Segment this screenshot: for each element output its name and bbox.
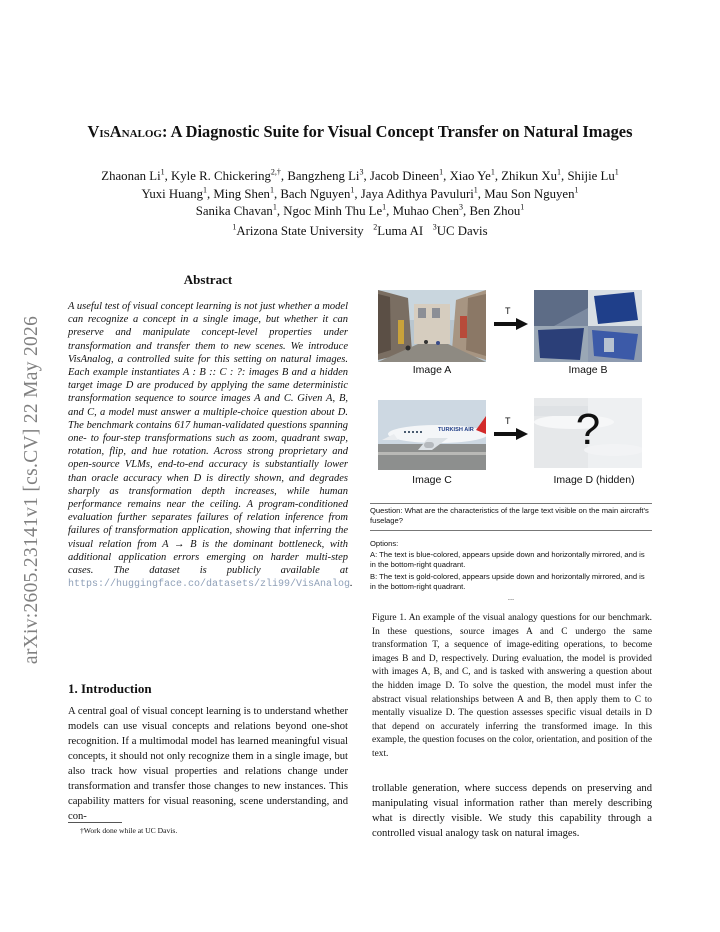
option-b: B: The text is gold-colored, appears upside down and horizontally mirrored, and is in the bottom-right quadrant.: [370, 572, 645, 592]
title-name: VisAnalog: [87, 122, 162, 141]
author-affil-mark: 2,†: [270, 167, 281, 177]
footnote-rule: [68, 822, 122, 823]
label-image-d: Image D (hidden): [553, 474, 635, 486]
image-c-aircraft: [378, 400, 486, 470]
plane-livery-text: TURKISH AIR: [438, 427, 474, 433]
paper-title: [60, 122, 660, 142]
transform-label-bottom: T: [505, 416, 511, 426]
author-affil-mark: 1: [350, 185, 355, 195]
options-ellipsis: ...: [507, 593, 515, 602]
affil-mark: 2: [373, 222, 378, 232]
arxiv-stamp: arXiv:2605.23141v1 [cs.CV] 22 May 2026: [21, 315, 42, 665]
label-image-a: Image A: [412, 364, 452, 376]
question-text: Question: What are the characteristics of the large text visible on the main aircraft's fuselage?: [370, 506, 649, 526]
question-mark: ?: [575, 405, 601, 454]
author-name: Bach Nguyen: [280, 186, 351, 201]
affiliations: [60, 224, 660, 239]
arrow-right-icon: [494, 428, 528, 440]
author-name: Ming Shen: [213, 186, 270, 201]
author-affil-mark: 3: [459, 202, 464, 212]
author-name: Muhao Chen: [392, 204, 460, 218]
author-affil-mark: 1: [490, 167, 495, 177]
intro-heading: 1. Introduction: [68, 681, 152, 696]
author-name: Kyle R. Chickering: [171, 169, 271, 183]
author-name: Bangzheng Li: [287, 169, 360, 183]
label-image-c: Image C: [412, 474, 452, 486]
arrow-right-icon: [494, 318, 528, 330]
figure-caption: Figure 1. An example of the visual analogy questions for our benchmark. In these questions, source images A and C undergo the same transformation T, a sequence of image-editing operations, to become images B and D, respectively. During evaluation, the model is provided with images A, B, and C, and is tasked with answering a question about the hidden image D. To solve the question, the model must infer the abstract visual relationships between A and B, then apply them to C to mentally visualize D. The question assesses specific visual details in D that depend on accurately inferring the transformed image. In this example, the question focuses on the color, orientation, and position of the text.: [372, 613, 652, 759]
author-affil-mark: 1: [520, 202, 525, 212]
author-affil-mark: 1: [574, 185, 579, 195]
author-name: Sanika Chavan: [195, 204, 273, 218]
author-name: Yuxi Huang: [141, 186, 203, 201]
author-affil-mark: 1: [382, 202, 387, 212]
author-name: Zhaonan Li: [101, 169, 161, 183]
author-name: Xiao Ye: [449, 169, 491, 183]
author-affil-mark: 1: [557, 167, 562, 177]
author-line: Sanika Chavan$^1$, Ngoc Minh Thu Le$^1$, Muhao Chen$^3$, Ben Zhou$^1$: [195, 202, 525, 218]
option-a: A: The text is blue-colored, appears upside down and horizontally mirrored, and is in the bottom-right quadrant.: [370, 550, 645, 570]
author-affil-mark: 1: [203, 185, 207, 195]
abstract-body: [68, 300, 353, 591]
abstract-heading: Abstract: [183, 272, 233, 287]
affil-name: Arizona State University: [236, 224, 364, 238]
intro-body: A central goal of visual concept learning is to understand whether models can use visual concepts and relations beyond one-shot recognition. If a multimodal model has learned meaningful visual concepts, it should not only recognize them in a single image, but also track how visual properties and relations change under transformation and transfer those changes to new instances. This capability matters for visual reasoning, scene understanding, and con-: [68, 706, 348, 822]
title-rest: : A Diagnostic Suite for Visual Concept Transfer on Natural Images: [161, 122, 633, 141]
affil-mark: 1: [232, 222, 237, 232]
author-name: Shijie Lu: [567, 169, 615, 183]
author-affil-mark: 3: [359, 167, 364, 177]
author-name: Jaya Adithya Pavuluri: [360, 186, 474, 201]
affil-mark: 3: [432, 222, 437, 232]
question-mid-rule: [370, 530, 652, 531]
author-name: Jacob Dineen: [369, 169, 440, 183]
affil-name: UC Davis: [436, 224, 488, 238]
author-name: Zhikun Xu: [501, 169, 558, 183]
author-line: Zhaonan Li$^1$, Kyle R. Chickering$^{2,\dagger}$, Bangzheng Li$^3$, Jacob Dineen$^1$, Xiao Ye$^1$, Zhikun Xu$^1$, Shijie Lu$^1$: [101, 167, 619, 183]
right-column-body: trollable generation, where success depends on preserving and manipulating visual information rather than merely describing what is directly visible. We study this capability through a controlled visual analogy task on natural images.: [372, 783, 652, 839]
author-affil-mark: 1: [272, 202, 277, 212]
options-label: Options:: [370, 539, 399, 548]
label-image-b: Image B: [568, 364, 608, 376]
dataset-link[interactable]: https://huggingface.co/datasets/zli99/VisAnalog: [68, 579, 351, 591]
abstract-text: A useful test of visual concept learning is not just whether a model can recognize a concept in a single image, but whether it can preserve and manipulate concept-level properties under transformation and transfer them to new scenes. We introduce VisAnalog, a controlled suite for this setting on natural images. Each example instantiates A : B :: C : ?: images B and a hidden target image D are produced by applying the same deterministic transformation sequence to source images A and C. Given A, B, and C, a model must answer a multiple-choice question about D. The benchmark contains 617 human-validated questions spanning one- to four-step transformations such as zoom, quadrant swap, rotation, flip, and hue rotation. Across strong proprietary and open-source VLMs, end-to-end accuracy is substantially lower than oracle accuracy when D is directly shown, and degrades sharply as transformation depth increases, while human performance remains near the ceiling. A program-conditioned evaluation further separates failures of relation inference from failures of transformation application, showing that inferring the visual relation from A → B is the dominant bottleneck, with additional application errors emerging on harder multi-step cases. The dataset is publicly available at: [68, 301, 348, 577]
question-top-rule: [370, 503, 652, 504]
footnote: †Work done while at UC Davis.: [80, 826, 178, 835]
author-name: Mau Son Nguyen: [484, 186, 575, 201]
image-d-hidden: [534, 398, 642, 468]
author-affil-mark: 1: [269, 185, 274, 195]
affil-name: Luma AI: [377, 224, 424, 238]
author-affil-mark: 1: [439, 167, 444, 177]
author-line: Yuxi Huang$^1$, Ming Shen$^1$, Bach Nguyen$^1$, Jaya Adithya Pavuluri$^1$, Mau Son Nguyen$^1$: [141, 185, 579, 201]
author-affil-mark: 1: [473, 185, 478, 195]
author-affil-mark: 1: [614, 167, 619, 177]
image-a-street: [378, 290, 486, 362]
author-name: Ben Zhou: [469, 204, 521, 218]
transform-label-top: T: [505, 306, 511, 316]
author-affil-mark: 1: [160, 167, 165, 177]
image-b-transformed: [534, 290, 642, 362]
author-name: Ngoc Minh Thu Le: [283, 204, 383, 218]
abstract-end: .: [350, 578, 353, 590]
author-list: [60, 168, 660, 221]
